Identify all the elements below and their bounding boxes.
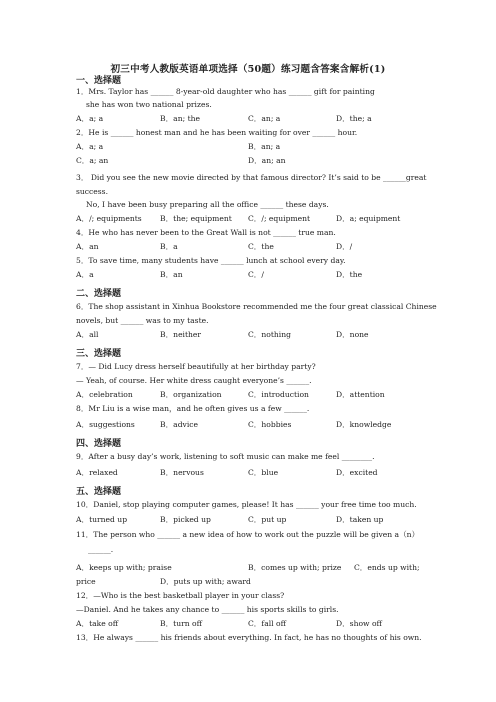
q9-option-b: B．nervous	[160, 468, 204, 477]
q6-option-a: A．all	[76, 330, 99, 339]
q7-stem-line1: 7．— Did Lucy dress herself beautifully at her birthday party?	[76, 362, 316, 371]
q1-stem-line2: she has won two national prizes.	[86, 100, 212, 109]
q7-option-c: C．introduction	[248, 390, 309, 399]
q1-stem-line1: 1．Mrs. Taylor has ______ 8-year-old daughter who has ______ gift for painting	[76, 87, 375, 96]
q12-option-d: D．show off	[336, 619, 382, 628]
section-heading-2: 二、选择题	[76, 289, 122, 299]
q11-stem-line1: 11．The person who ______ a new idea of how to work out the puzzle will be given a（n）	[76, 530, 420, 539]
q2-option-a: A．a; a	[76, 142, 104, 151]
q8-stem: 8．Mr Liu is a wise man，and he often gives us a few ______.	[76, 404, 310, 413]
q3-option-b: B．the; equipment	[160, 214, 232, 223]
q11-stem-line2: ______.	[88, 545, 114, 554]
q7-option-a: A．celebration	[76, 390, 133, 399]
q8-option-c: C．hobbies	[248, 420, 292, 429]
q9-option-c: C．blue	[248, 468, 279, 477]
q12-stem-line2: —Daniel. And he takes any chance to ______ his sports skills to girls.	[76, 605, 339, 614]
q3-stem-line2: success.	[76, 187, 108, 196]
q5-option-b: B．an	[160, 270, 183, 279]
q1-option-b: B．an; the	[160, 114, 201, 123]
q6-stem-line2: novels, but ______ was to my taste.	[76, 316, 209, 325]
q4-option-c: C．the	[248, 242, 274, 251]
q8-option-b: B．advice	[160, 420, 199, 429]
q6-option-b: B．neither	[160, 330, 202, 339]
q6-stem-line1: 6．The shop assistant in Xinhua Bookstore recommended me the four great classical Chinese	[76, 302, 437, 311]
q1-option-c: C．an; a	[248, 114, 281, 123]
q3-stem-line1: 3． Did you see the new movie directed by that famous director? It’s said to be ______great	[76, 173, 427, 182]
q12-option-b: B．turn off	[160, 619, 203, 628]
q8-option-a: A．suggestions	[76, 420, 135, 429]
q9-option-a: A．relaxed	[76, 468, 118, 477]
q12-option-a: A．take off	[76, 619, 119, 628]
q1-option-a: A．a; a	[76, 114, 104, 123]
q9-stem: 9．After a busy day’s work, listening to soft music can make me feel ________.	[76, 452, 375, 461]
q8-option-d: D．knowledge	[336, 420, 392, 429]
q10-stem: 10．Daniel, stop playing computer games, please! It has ______ your free time too much.	[76, 500, 417, 509]
q5-option-c: C．/	[248, 270, 264, 279]
q3-option-a: A．/; equipments	[76, 214, 142, 223]
section-heading-5: 五、选择题	[76, 487, 122, 497]
q7-stem-line2: — Yeah, of course. Her white dress caught everyone’s ______.	[76, 376, 312, 385]
q11-option-b: B．comes up with; prize	[248, 563, 342, 572]
q12-option-c: C．fall off	[248, 619, 286, 628]
q2-stem: 2．He is ______ honest man and he has been waiting for over ______ hour.	[76, 128, 358, 137]
q13-stem: 13．He always ______ his friends about everything. In fact, he has no thoughts of his own.	[76, 633, 422, 642]
q10-option-d: D．taken up	[336, 515, 384, 524]
q10-option-c: C．put up	[248, 515, 287, 524]
q3-option-d: D．a; equipment	[336, 214, 401, 223]
q3-option-c: C．/; equipment	[248, 214, 311, 223]
q7-option-b: B．organization	[160, 390, 222, 399]
q4-option-d: D．/	[336, 242, 353, 251]
q4-option-b: B．a	[160, 242, 178, 251]
q5-option-a: A．a	[76, 270, 94, 279]
q11-option-a: A．keeps up with; praise	[76, 563, 172, 572]
section-heading-1: 一、选择题	[76, 76, 122, 86]
q11-option-c: C．ends up with;	[354, 563, 420, 572]
q9-option-d: D．excited	[336, 468, 378, 477]
section-heading-4: 四、选择题	[76, 439, 122, 449]
q4-stem: 4．He who has never been to the Great Wall is not ______ true man.	[76, 228, 336, 237]
section-heading-3: 三、选择题	[76, 349, 122, 359]
q3-stem-line3: No, I have been busy preparing all the office ______ these days.	[86, 200, 329, 209]
page-title: 初三中考人教版英语单项选择（50题）练习题含答案含解析(1)	[110, 64, 386, 75]
q11-option-c-cont: price	[76, 577, 96, 586]
q4-option-a: A．an	[76, 242, 99, 251]
q11-option-d: D．puts up with; award	[160, 577, 251, 586]
q12-stem-line1: 12．—Who is the best basketball player in your class?	[76, 591, 285, 600]
q2-option-d: D．an; an	[248, 156, 286, 165]
q5-stem: 5．To save time, many students have ______ lunch at school every day.	[76, 256, 346, 265]
q6-option-d: D．none	[336, 330, 369, 339]
q1-option-d: D．the; a	[336, 114, 372, 123]
q10-option-b: B．picked up	[160, 515, 211, 524]
q6-option-c: C．nothing	[248, 330, 291, 339]
q7-option-d: D．attention	[336, 390, 385, 399]
q10-option-a: A．turned up	[76, 515, 128, 524]
q5-option-d: D．the	[336, 270, 363, 279]
q2-option-b: B．an; a	[248, 142, 281, 151]
q2-option-c: C．a; an	[76, 156, 109, 165]
